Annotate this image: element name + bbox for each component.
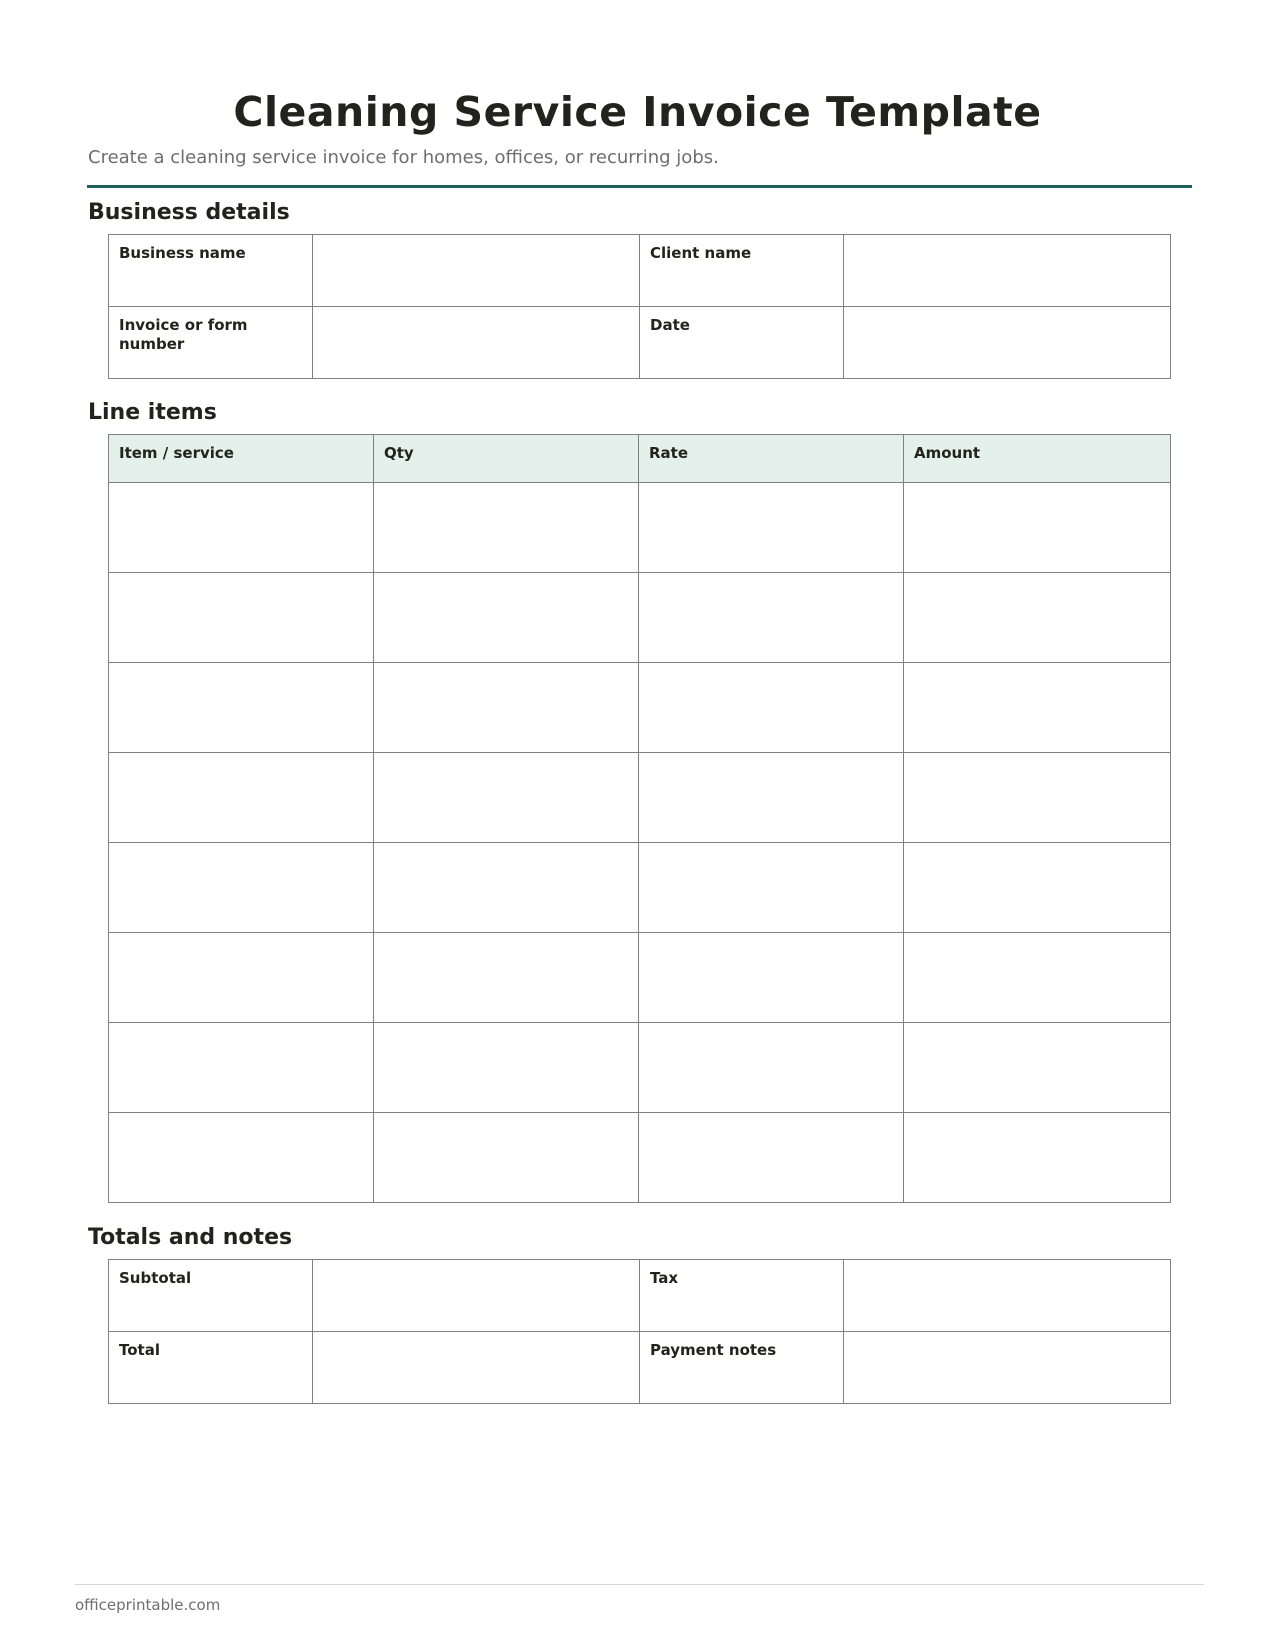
subtotal-field[interactable] [313, 1260, 640, 1332]
title-divider [87, 185, 1192, 188]
line-items-header-row [109, 435, 1171, 483]
table-row [109, 307, 1171, 379]
footer-divider [75, 1584, 1204, 1585]
table-row [109, 1260, 1171, 1332]
item-service-cell[interactable] [109, 663, 374, 753]
table-row [109, 235, 1171, 307]
rate-cell[interactable] [639, 573, 904, 663]
qty-cell[interactable] [374, 663, 639, 753]
rate-cell[interactable] [639, 1113, 904, 1203]
qty-cell[interactable] [374, 1113, 639, 1203]
business-details-table [108, 234, 1171, 379]
item-service-cell[interactable] [109, 933, 374, 1023]
item-service-cell[interactable] [109, 1023, 374, 1113]
item-service-cell[interactable] [109, 753, 374, 843]
client-name-field[interactable] [844, 235, 1171, 307]
totals-heading: Totals and notes [88, 1225, 293, 1250]
business-name-field[interactable] [313, 235, 640, 307]
column-header-amount: Amount [904, 435, 1171, 483]
item-service-cell[interactable] [109, 843, 374, 933]
payment-notes-label: Payment notes [640, 1332, 844, 1404]
column-header-qty: Qty [374, 435, 639, 483]
tax-label: Tax [640, 1260, 844, 1332]
page-title: Cleaning Service Invoice Template [233, 88, 1042, 136]
business-details-heading: Business details [88, 200, 290, 225]
qty-cell[interactable] [374, 1023, 639, 1113]
rate-cell[interactable] [639, 483, 904, 573]
line-items-body [109, 483, 1171, 1203]
table-row [109, 753, 1171, 843]
rate-cell[interactable] [639, 933, 904, 1023]
business-name-label: Business name [109, 235, 313, 307]
invoice-number-label: Invoice or form number [109, 307, 313, 379]
line-items-table [108, 434, 1171, 1203]
amount-cell[interactable] [904, 753, 1171, 843]
amount-cell[interactable] [904, 933, 1171, 1023]
table-row [109, 933, 1171, 1023]
footer-site-name: officeprintable.com [75, 1596, 221, 1614]
rate-cell[interactable] [639, 1023, 904, 1113]
totals-table [108, 1259, 1171, 1404]
table-row [109, 663, 1171, 753]
item-service-cell[interactable] [109, 483, 374, 573]
table-row [109, 573, 1171, 663]
table-row [109, 1113, 1171, 1203]
table-row [109, 483, 1171, 573]
payment-notes-field[interactable] [844, 1332, 1171, 1404]
date-field[interactable] [844, 307, 1171, 379]
tax-field[interactable] [844, 1260, 1171, 1332]
item-service-cell[interactable] [109, 573, 374, 663]
table-row [109, 1023, 1171, 1113]
total-field[interactable] [313, 1332, 640, 1404]
qty-cell[interactable] [374, 483, 639, 573]
amount-cell[interactable] [904, 663, 1171, 753]
qty-cell[interactable] [374, 753, 639, 843]
invoice-number-field[interactable] [313, 307, 640, 379]
qty-cell[interactable] [374, 573, 639, 663]
table-row [109, 843, 1171, 933]
qty-cell[interactable] [374, 843, 639, 933]
amount-cell[interactable] [904, 573, 1171, 663]
rate-cell[interactable] [639, 753, 904, 843]
client-name-label: Client name [640, 235, 844, 307]
rate-cell[interactable] [639, 843, 904, 933]
line-items-heading: Line items [88, 400, 217, 425]
amount-cell[interactable] [904, 1113, 1171, 1203]
amount-cell[interactable] [904, 1023, 1171, 1113]
qty-cell[interactable] [374, 933, 639, 1023]
table-row [109, 1332, 1171, 1404]
amount-cell[interactable] [904, 843, 1171, 933]
page-subtitle: Create a cleaning service invoice for homes, offices, or recurring jobs. [88, 147, 719, 168]
column-header-item-service: Item / service [109, 435, 374, 483]
subtotal-label: Subtotal [109, 1260, 313, 1332]
amount-cell[interactable] [904, 483, 1171, 573]
date-label: Date [640, 307, 844, 379]
column-header-rate: Rate [639, 435, 904, 483]
total-label: Total [109, 1332, 313, 1404]
rate-cell[interactable] [639, 663, 904, 753]
item-service-cell[interactable] [109, 1113, 374, 1203]
